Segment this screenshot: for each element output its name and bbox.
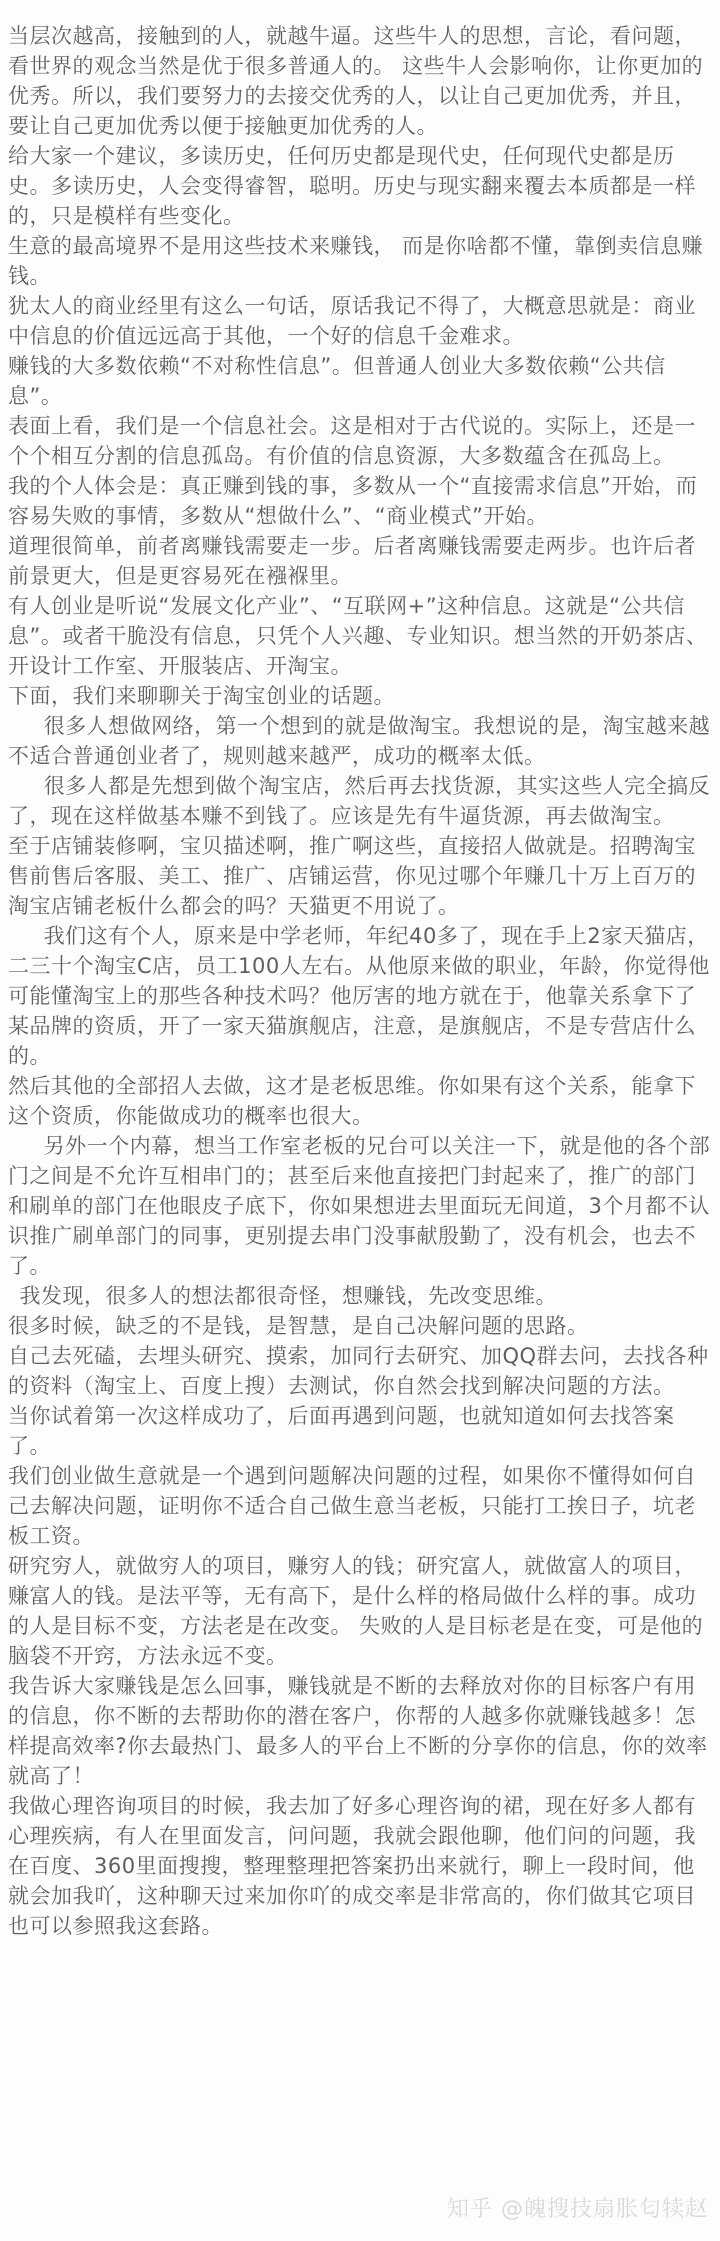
paragraph: 赚钱的大多数依赖“不对称性信息”。但普通人创业大多数依赖“公共信息”。 <box>8 354 666 408</box>
paragraph: 至于店铺装修啊，宝贝描述啊，推广啊这些，直接招人做就是。招聘淘宝售前售后客服、美工、推广、店铺运营，你见过哪个年赚几十万上百万的淘宝店铺老板什么都会的吗？天猫更不用说了。 <box>8 834 696 918</box>
paragraph: 研究穷人，就做穷人的项目，赚穷人的钱；研究富人，就做富人的项目，赚富人的钱。是法平等，无有高下，是什么样的格局做什么样的事。成功的人是目标不变，方法老是在改变。 失败的人是目标老是在变，可是他的脑袋不开窍，方法永远不变。 <box>8 1554 704 1668</box>
paragraph: 表面上看，我们是一个信息社会。这是相对于古代说的。实际上，还是一个个相互分割的信息孤岛。有价值的信息资源，大多数蕴含在孤岛上。 <box>8 414 696 468</box>
paragraph: 当你试着第一次这样成功了，后面再遇到问题，也就知道如何去找答案了。 <box>8 1404 675 1458</box>
paragraph: 然后其他的全部招人去做，这才是老板思维。你如果有这个关系，能拿下这个资质，你能做成功的概率也很大。 <box>8 1074 696 1128</box>
paragraph: 另外一个内幕，想当工作室老板的兄台可以关注一下，就是他的各个部门之间是不允许互相串门的；甚至后来他直接把门封起来了，推广的部门和刷单的部门在他眼皮子底下，你如果想进去里面玩无间道，3个月都不认识推广刷单部门的同事，更别提去串门没事献殷勤了，没有机会，也去不了。 <box>8 1134 711 1278</box>
paragraph: 我的个人体会是：真正赚到钱的事，多数从一个“直接需求信息”开始，而容易失败的事情，多数从“想做什么”、“商业模式”开始。 <box>8 474 698 528</box>
paragraph: 生意的最高境界不是用这些技术来赚钱， 而是你啥都不懂，靠倒卖信息赚钱。 <box>8 234 704 288</box>
paragraph: 我做心理咨询项目的时候，我去加了好多心理咨询的裙，现在好多人都有心理疾病，有人在里面发言，问问题，我就会跟他聊，他们问的问题，我在百度、360里面搜搜，整理整理把答案扔出来就行，聊上一段时间，他就会加我吖，这种聊天过来加你吖的成交率是非常高的，你们做其它项目也可以参照我这套路。 <box>8 1794 696 1938</box>
paragraph: 自己去死磕，去埋头研究、摸索，加同行去研究、加QQ群去问，去找各种的资料（淘宝上、百度上搜）去测试，你自然会找到解决问题的方法。 <box>8 1344 709 1398</box>
paragraph: 很多人想做网络，第一个想到的就是做淘宝。我想说的是，淘宝越来越不适合普通创业者了，规则越来越严，成功的概率太低。 <box>8 714 711 768</box>
paragraph: 很多人都是先想到做个淘宝店，然后再去找货源，其实这些人完全搞反了，现在这样做基本赚不到钱了。应该是先有牛逼货源，再去做淘宝。 <box>8 774 711 828</box>
paragraph: 我告诉大家赚钱是怎么回事，赚钱就是不断的去释放对你的目标客户有用的信息，你不断的去帮助你的潜在客户，你帮的人越多你就赚钱越多！怎样提高效率?你去最热门、最多人的平台上不断的分享你的信息，你的效率就高了！ <box>8 1674 708 1788</box>
paragraph: 我们创业做生意就是一个遇到问题解决问题的过程，如果你不懂得如何自己去解决问题，证明你不适合自己做生意当老板，只能打工挨日子，坑老板工资。 <box>8 1464 696 1548</box>
paragraph: 给大家一个建议，多读历史，任何历史都是现代史，任何现代史都是历史。多读历史，人会变得睿智，聪明。历史与现实翻来覆去本质都是一样的，只是模样有些变化。 <box>8 144 696 228</box>
paragraph: 很多时候，缺乏的不是钱，是智慧，是自己决解问题的思路。 <box>8 1314 589 1338</box>
paragraph: 下面，我们来聊聊关于淘宝创业的话题。 <box>8 684 395 708</box>
paragraph: 道理很简单，前者离赚钱需要走一步。后者离赚钱需要走两步。也许后者前景更大，但是更容易死在襁褓里。 <box>8 534 696 588</box>
zhihu-watermark: 知乎 @魄搜技扇胀匂犊赵 <box>447 2197 708 2222</box>
paragraph: 我发现，很多人的想法都很奇怪，想赚钱，先改变思维。 <box>19 1284 558 1308</box>
paragraph: 当层次越高，接触到的人，就越牛逼。这些牛人的思想，言论，看问题，看世界的观念当然是优于很多普通人的。 这些牛人会影响你，让你更加的优秀。所以，我们要努力的去接交优秀的人，以让自己更加优秀，并且，要让自己更加优秀以便于接触更加优秀的人。 <box>8 24 704 138</box>
paragraph: 我们这有个人，原来是中学老师，年纪40多了，现在手上2家天猫店，二三十个淘宝C店，员工100人左右。从他原来做的职业，年龄，你觉得他可能懂淘宝上的那些各种技术吗？他厉害的地方就在于，他靠关系拿下了某品牌的资质，开了一家天猫旗舰店，注意，是旗舰店，不是专营店什么的。 <box>8 924 710 1068</box>
paragraph: 有人创业是听说“发展文化产业”、“互联网+”这种信息。这就是“公共信息”。或者干脆没有信息，只凭个人兴趣、专业知识。想当然的开奶茶店、开设计工作室、开服装店、开淘宝。 <box>8 594 708 678</box>
paragraph: 犹太人的商业经里有这么一句话，原话我记不得了，大概意思就是：商业中信息的价值远远高于其他，一个好的信息千金难求。 <box>8 294 696 348</box>
